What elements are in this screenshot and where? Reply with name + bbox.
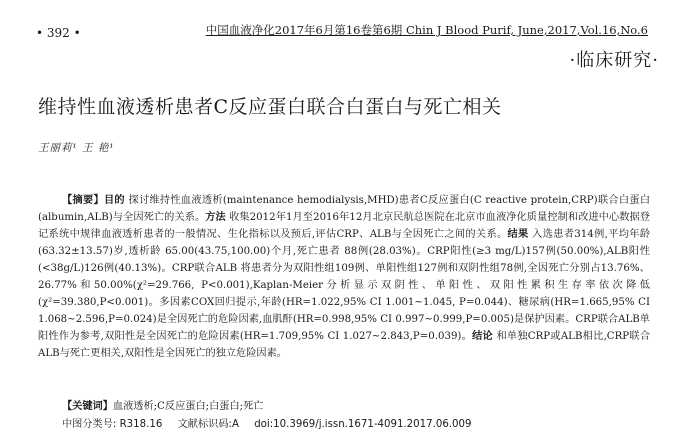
document-code: 文献标识码:A (177, 419, 239, 430)
author-list: 王丽莉¹ 王 艳¹ (38, 142, 115, 154)
abstract-objective-text: 探讨维持性血液透析(maintenance hemodialysis,MHD)患者C反应蛋白(C reactive protein,CRP)联合白蛋白(albumin,ALB)与全因死亡的关系。 (38, 195, 651, 223)
keywords-text: 血液透析;C反应蛋白;白蛋白;死亡 (112, 401, 264, 412)
journal-citation-line: 中国血液净化2017年6月第16卷第6期 Chin J Blood Purif, June,2017,Vol.16,No.6 (205, 23, 648, 37)
page-header (36, 22, 648, 44)
page-number: • 392 • (36, 26, 81, 40)
abstract-label: 【摘要】目的 (62, 195, 125, 206)
classification-line (62, 416, 652, 433)
abstract-conclusion-text: 和单独CRP或ALB相比,CRP联合ALB与死亡更相关,双阳性是全因死亡的独立危险因素。 (38, 331, 651, 359)
section-tag: ·临床研究· (569, 50, 659, 71)
abstract (38, 192, 650, 362)
abstract-methods-text: 收集2012年1月至2016年12月北京民航总医院在北京市血液净化质量控制和改进中心数据登记系统中规律血液透析患者的一般情况、生化指标以及预后,评估CRP、ALB与全因死亡之间的关系。 (38, 212, 650, 240)
abstract-conclusion-label: 结论 (472, 331, 493, 342)
abstract-methods-label: 方法 (205, 212, 226, 223)
abstract-results-label: 结果 (507, 229, 529, 240)
clc-number: 中图分类号: R318.16 (62, 419, 163, 430)
keywords-line (62, 398, 652, 415)
doi: doi:10.3969/j.issn.1671-4091.2017.06.009 (254, 419, 472, 430)
keywords-label: 【关键词】 (62, 401, 113, 412)
abstract-results-text: 入选患者314例,平均年龄(63.32±13.57)岁,透析龄 65.00(43.75,100.00)个月,死亡患者 88例(28.03%)。CRP阳性(≥3 mg/L)157例(50.00%),ALB阳性(<38g/L)126例(40.13%)。CRP联合ALB 将患者分为双阳性组109例、单阳性组127例和双阴性组78例,全因死亡分别占13.76%、26.77%和50.00%(χ²=29.766, P<0.001),Kaplan-Meier分析显示双阴性、单阳性、双阳性累积生存率依次降低(χ²=39.380,P<0.001)。多因素COX回归提示,年龄(HR=1.022,95% CI 1.001~1.045, P=0.044)、糖尿病(HR=1.665,95% CI 1.068~2.596,P=0.024)是全因死亡的危险因素,血肌酐(HR=0.998,95% CI 0.997~0.999,P=0.005)是保护因素。CRP联合ALB单阳性作为参考,双阳性是全因死亡的危险因素(HR=1.709,95% CI 1.027~2.843,P=0.039)。 (38, 229, 651, 342)
article-title: 维持性血液透析患者C反应蛋白联合白蛋白与死亡相关 (38, 96, 502, 118)
